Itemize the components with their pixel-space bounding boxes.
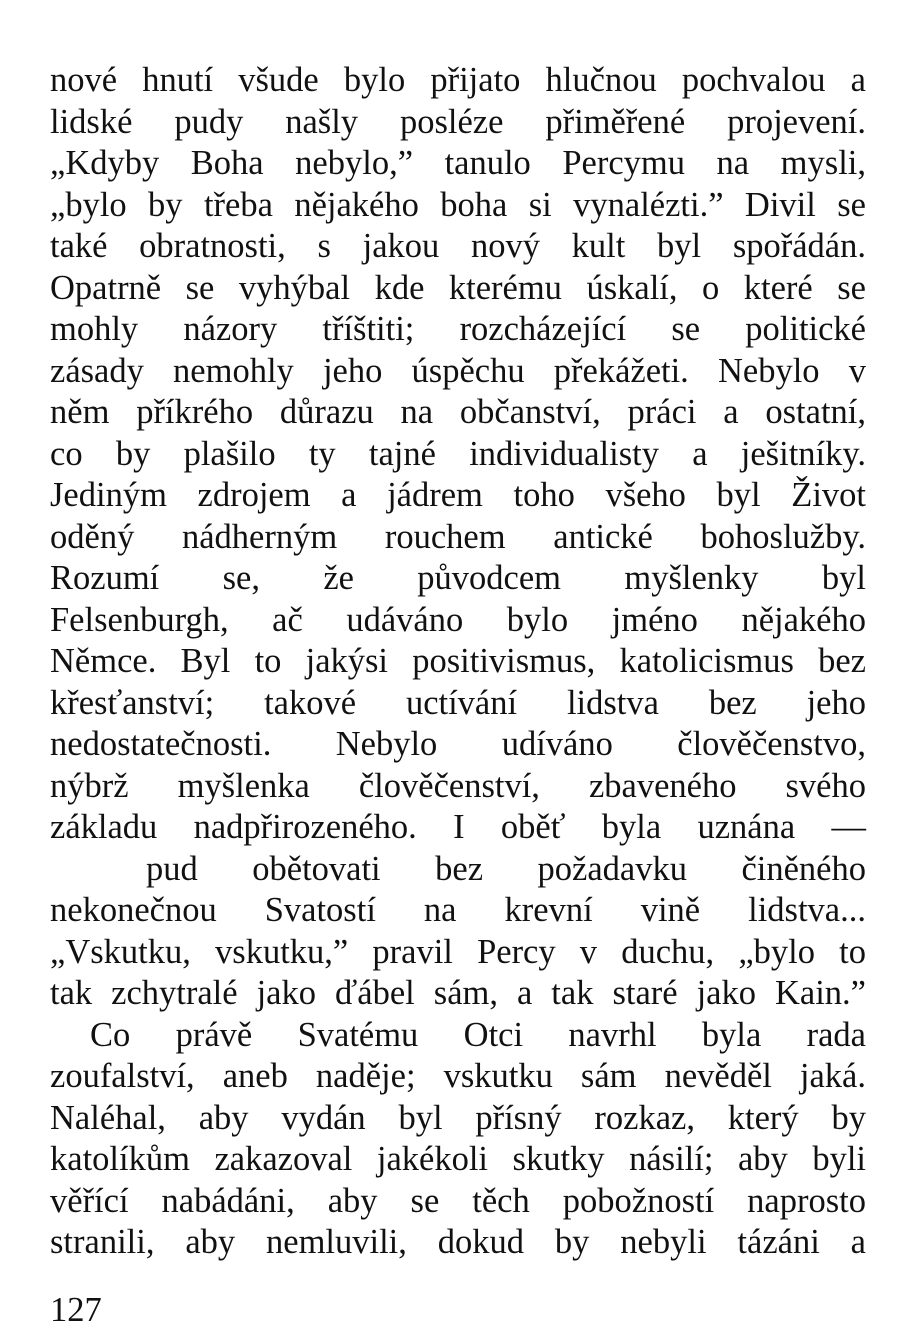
text-line: také obratnosti, s jakou nový kult byl spořádán. [50,227,866,265]
text-line: Němce. Byl to jakýsi positivismus, katolicismus bez [50,642,866,680]
text-line: lidské pudy našly posléze přiměřené projevení. [50,102,866,141]
text-line: pud obětovati bez požadavku činěného [146,849,866,888]
text-line: stranili, aby nemluvili, dokud by nebyli tázáni a [50,1223,866,1261]
text-line: „Kdyby Boha nebylo,” tanulo Percymu na mysli, [50,144,866,182]
page-text-block [50,60,866,1264]
text-line: zásady nemohly jeho úspěchu překážeti. Nebylo v [50,351,866,390]
page-number: 127 [50,1291,102,1329]
text-line: křesťanství; takové uctívání lidstva bez jeho [50,683,866,722]
text-line: tak zchytralé jako ďábel sám, a tak staré jako Kain.” [50,974,866,1012]
text-line: Felsenburgh, ač udáváno bylo jméno nějakého [50,600,866,639]
text-line: nýbrž myšlenka člověčenství, zbaveného svého [50,766,866,805]
text-line: Naléhal, aby vydán byl přísný rozkaz, který by [50,1098,866,1137]
text-line: věřící nabádáni, aby se těch pobožností naprosto [50,1181,866,1220]
text-line: Opatrně se vyhýbal kde kterému úskalí, o které se [50,268,866,307]
text-line: zoufalství, aneb naděje; vskutku sám nevěděl jaká. [50,1057,866,1095]
text-line: Co právě Svatému Otci navrhl byla rada [90,1015,866,1054]
text-line: nedostatečnosti. Nebylo udíváno člověčenstvo, [50,725,866,763]
text-line: Jediným zdrojem a jádrem toho všeho byl Život [50,476,866,514]
text-line: nekonečnou Svatostí na krevní vině lidstva... [50,891,866,929]
text-line: nové hnutí všude bylo přijato hlučnou pochvalou a [50,61,866,99]
text-line: mohly názory tříštiti; rozcházející se politické [50,310,866,348]
text-line: co by plašilo ty tajné individualisty a ješitníky. [50,434,866,473]
text-line: Rozumí se, že původcem myšlenky byl [50,559,866,597]
text-line: něm příkrého důrazu na občanství, práci a ostatní, [50,393,866,431]
text-line: „bylo by třeba nějakého boha si vynalézti.” Divil se [50,185,866,224]
text-line: katolíkům zakazoval jakékoli skutky násilí; aby byli [50,1140,866,1178]
text-line: oděný nádherným rouchem antické bohoslužby. [50,517,866,556]
text-line: „Vskutku, vskutku,” pravil Percy v duchu, „bylo to [50,932,866,971]
text-line: základu nadpřirozeného. I oběť byla uznána — [50,808,866,846]
